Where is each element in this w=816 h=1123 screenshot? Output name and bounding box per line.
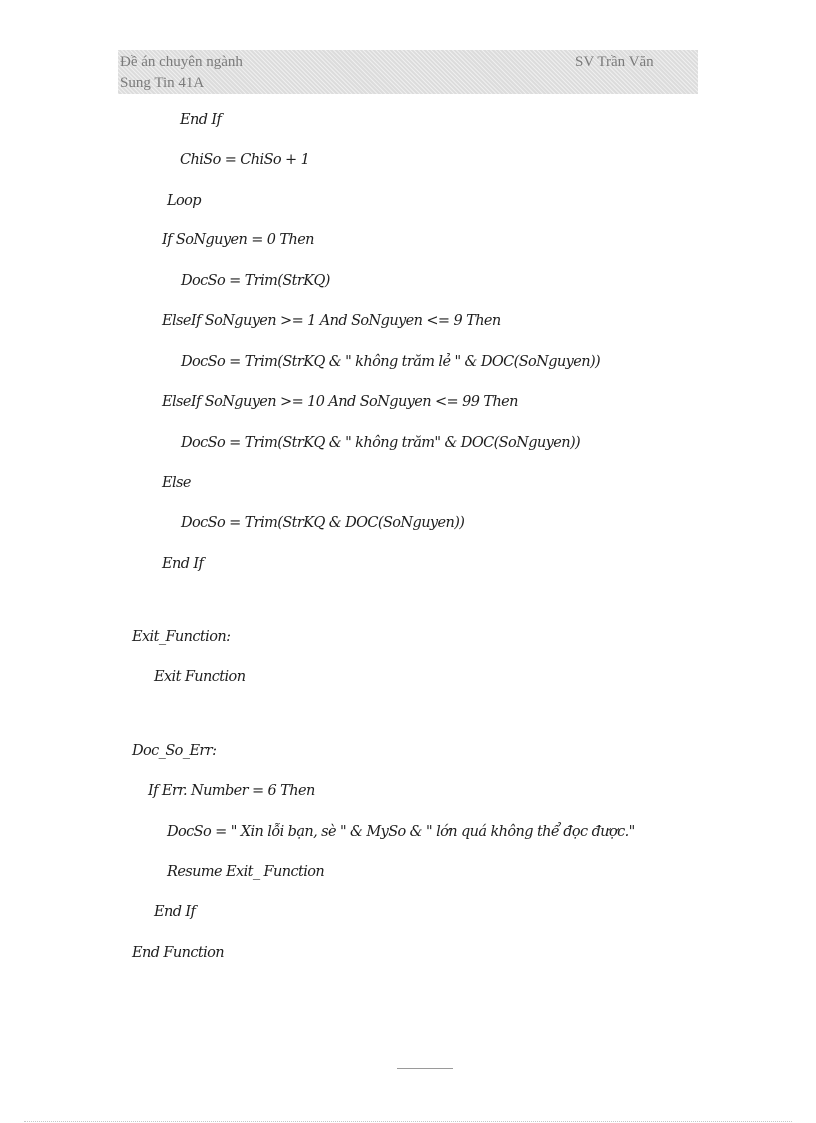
code-line: DocSo = Trim(StrKQ & " không trăm lẻ " & DOC(SoNguyen)) [181,354,601,370]
code-line: Exit Function [154,669,246,685]
code-line: ChiSo = ChiSo + 1 [180,152,310,168]
code-line: Doc_So_Err: [132,743,217,759]
page-bottom-border [24,1121,792,1122]
code-line: Else [162,475,191,491]
code-line: DocSo = Trim(StrKQ & " không trăm" & DOC(SoNguyen)) [181,435,581,451]
code-line: End If [154,904,196,920]
code-line: End If [162,556,204,572]
code-line: Resume Exit_ Function [167,864,325,880]
code-line: Exit_Function: [132,629,231,645]
code-line: ElseIf SoNguyen >= 1 And SoNguyen <= 9 Then [162,313,501,329]
footer-divider [397,1068,453,1069]
page-header [118,50,698,94]
code-line: Loop [167,193,201,209]
code-line: DocSo = Trim(StrKQ) [181,273,330,289]
code-line: End Function [132,945,225,961]
code-line: End If [180,112,222,128]
code-line: If SoNguyen = 0 Then [162,232,314,248]
header-author: SV Trần Văn [575,54,654,70]
header-class: Sung Tin 41A [120,75,205,91]
code-line: DocSo = " Xin lỗi bạn, sè " & MySo & " lớn quá không thể đọc được." [167,824,635,840]
code-line: DocSo = Trim(StrKQ & DOC(SoNguyen)) [181,515,465,531]
code-line: If Err. Number = 6 Then [148,783,315,799]
code-line: ElseIf SoNguyen >= 10 And SoNguyen <= 99 Then [162,394,518,410]
header-title: Đề án chuyên ngành [120,54,243,70]
